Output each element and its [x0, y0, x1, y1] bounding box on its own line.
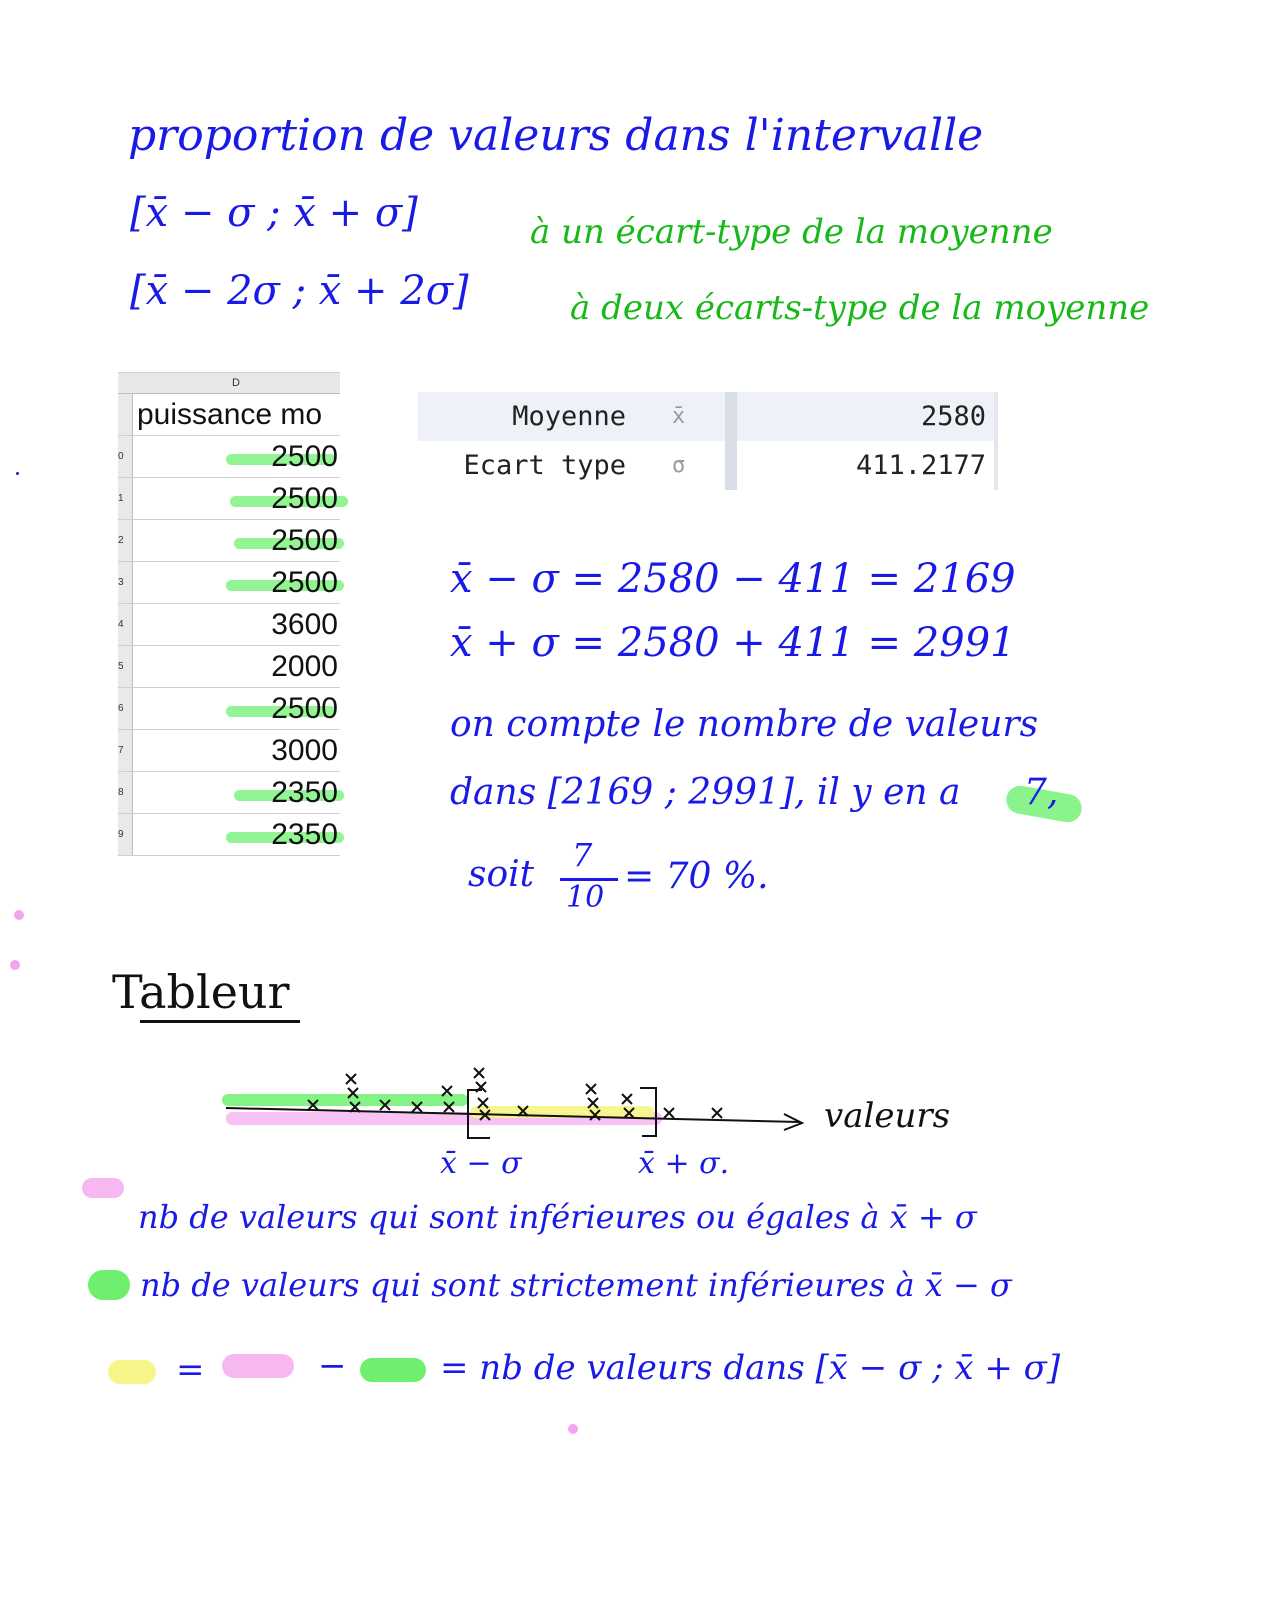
- table-row: [118, 562, 340, 604]
- header-cell[interactable]: puissance mo: [137, 398, 323, 431]
- formula-equals: =: [176, 1350, 205, 1390]
- formula-minus: −: [318, 1346, 347, 1386]
- data-cell[interactable]: 2350: [271, 776, 338, 809]
- header-row: [118, 394, 340, 436]
- stray-dot: [10, 960, 20, 970]
- calc-prefix: soit: [468, 854, 535, 895]
- stats-value: 2580: [920, 401, 986, 432]
- tableur-title-underline: [140, 1020, 300, 1023]
- row-number[interactable]: [118, 394, 133, 435]
- row-number[interactable]: 5: [118, 646, 133, 687]
- stats-border: [994, 392, 998, 490]
- table-row: [118, 646, 340, 688]
- lower-bound-label: x̄ − σ: [440, 1146, 522, 1181]
- table-row: [118, 604, 340, 646]
- table-row: [118, 772, 340, 814]
- calc-upper: x̄ + σ = 2580 + 411 = 2991: [450, 620, 1016, 666]
- table-row: [118, 814, 340, 856]
- table-row: [118, 730, 340, 772]
- calc-count-value: 7,: [1024, 772, 1059, 813]
- table-row: [118, 478, 340, 520]
- tableur-title: Tableur: [112, 965, 290, 1019]
- data-cell[interactable]: 3600: [271, 608, 338, 641]
- table-row: [118, 520, 340, 562]
- formula-swatch-yellow: [108, 1360, 156, 1384]
- formula-swatch-pink: [222, 1354, 294, 1378]
- row-number[interactable]: 0: [118, 436, 133, 477]
- formula-result: = nb de valeurs dans [x̄ − σ ; x̄ + σ]: [440, 1348, 1061, 1388]
- legend-swatch-pink: [82, 1178, 124, 1198]
- calc-count-interval: dans [2169 ; 2991], il y en a: [450, 772, 961, 813]
- stats-symbol: σ: [672, 453, 686, 478]
- row-number[interactable]: 7: [118, 730, 133, 771]
- row-number[interactable]: 1: [118, 478, 133, 519]
- stats-symbol: x̄: [672, 404, 686, 429]
- upper-bound-label: x̄ + σ.: [638, 1146, 730, 1181]
- band-green: [222, 1094, 468, 1106]
- note-interval-2: [x̄ − 2σ ; x̄ + 2σ]: [130, 268, 469, 314]
- stray-dot: [14, 910, 24, 920]
- calc-result: = 70 %.: [624, 856, 769, 897]
- data-cell[interactable]: 2500: [271, 482, 338, 515]
- note-interval-1-desc: à un écart-type de la moyenne: [530, 212, 1053, 252]
- note-title: proportion de valeurs dans l'intervalle: [128, 110, 984, 161]
- frac-numerator: 7: [572, 836, 593, 874]
- stray-dot: [568, 1424, 578, 1434]
- data-cell[interactable]: 2000: [271, 650, 338, 683]
- row-number[interactable]: 8: [118, 772, 133, 813]
- row-number[interactable]: 2: [118, 520, 133, 561]
- legend-green-text: nb de valeurs qui sont strictement inférieures à x̄ − σ: [140, 1266, 1012, 1304]
- data-cell[interactable]: 3000: [271, 734, 338, 767]
- legend-pink-text: nb de valeurs qui sont inférieures ou égales à x̄ + σ: [138, 1198, 977, 1236]
- stats-row-mean: [418, 392, 998, 441]
- data-cell[interactable]: 2500: [271, 440, 338, 473]
- data-cell[interactable]: 2500: [271, 566, 338, 599]
- stray-dot: [16, 472, 19, 475]
- formula-swatch-green: [360, 1358, 426, 1382]
- stats-row-stddev: [418, 441, 998, 490]
- row-number[interactable]: 6: [118, 688, 133, 729]
- data-cell[interactable]: 2350: [271, 818, 338, 851]
- stats-table: [418, 392, 998, 490]
- note-interval-1: [x̄ − σ ; x̄ + σ]: [130, 190, 418, 236]
- table-row: [118, 688, 340, 730]
- note-interval-2-desc: à deux écarts-type de la moyenne: [570, 288, 1150, 328]
- row-number[interactable]: 3: [118, 562, 133, 603]
- calc-count-text: on compte le nombre de valeurs: [450, 704, 1039, 745]
- data-cell[interactable]: 2500: [271, 524, 338, 557]
- stats-label: Ecart type: [463, 450, 626, 481]
- data-cell[interactable]: 2500: [271, 692, 338, 725]
- stats-label: Moyenne: [512, 401, 626, 432]
- frac-denominator: 10: [566, 880, 605, 915]
- column-header[interactable]: D: [118, 372, 340, 394]
- spreadsheet-snippet: [118, 372, 340, 856]
- table-row: [118, 436, 340, 478]
- row-number[interactable]: 9: [118, 814, 133, 855]
- axis-label: valeurs: [824, 1096, 951, 1136]
- row-number[interactable]: 4: [118, 604, 133, 645]
- stats-value: 411.2177: [855, 450, 986, 481]
- stats-separator: [725, 392, 737, 490]
- legend-swatch-green: [88, 1270, 130, 1300]
- calc-lower: x̄ − σ = 2580 − 411 = 2169: [450, 556, 1016, 602]
